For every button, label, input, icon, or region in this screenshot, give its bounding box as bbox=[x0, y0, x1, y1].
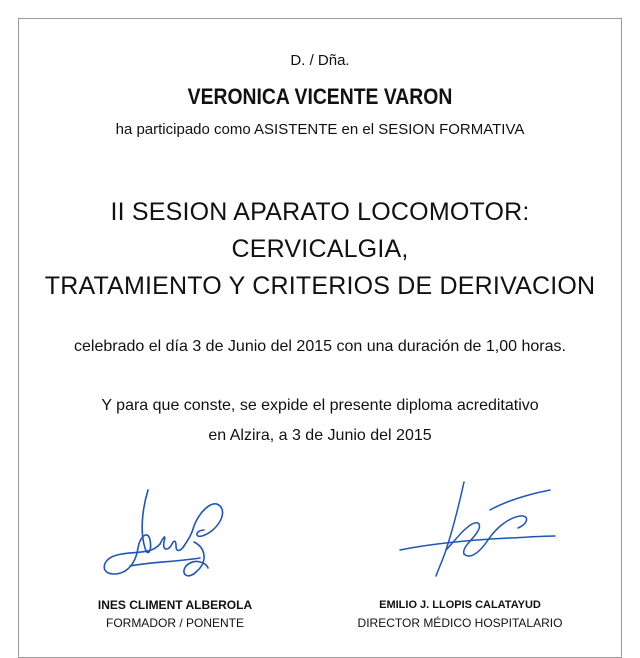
recipient-name: VERONICA VICENTE VARON bbox=[187, 84, 453, 109]
left-signatory-role: FORMADOR / PONENTE bbox=[105, 616, 244, 630]
session-title-line-2: CERVICALGIA, bbox=[231, 235, 409, 263]
participation-line: ha participado como ASISTENTE en el SESION FORMATIVA bbox=[115, 121, 525, 138]
session-title-line-1: II SESION APARATO LOCOMOTOR: bbox=[110, 198, 530, 226]
closing-line-1: Y para que conste, se expide el presente diploma acreditativo bbox=[101, 397, 539, 414]
right-signatory-name: EMILIO J. LLOPIS CALATAYUD bbox=[379, 599, 541, 611]
right-signatory-role: DIRECTOR MÉDICO HOSPITALARIO bbox=[357, 616, 563, 630]
held-date-line: celebrado el día 3 de Junio del 2015 con una duración de 1,00 horas. bbox=[74, 338, 566, 355]
salutation: D. / Dña. bbox=[290, 52, 350, 69]
left-signatory-name: INES CLIMENT ALBEROLA bbox=[97, 598, 253, 612]
closing-line-2: en Alzira, a 3 de Junio del 2015 bbox=[208, 427, 432, 444]
session-title-line-3: TRATAMIENTO Y CRITERIOS DE DERIVACION bbox=[44, 272, 596, 300]
left-signature bbox=[90, 470, 290, 600]
right-signature bbox=[380, 470, 580, 600]
